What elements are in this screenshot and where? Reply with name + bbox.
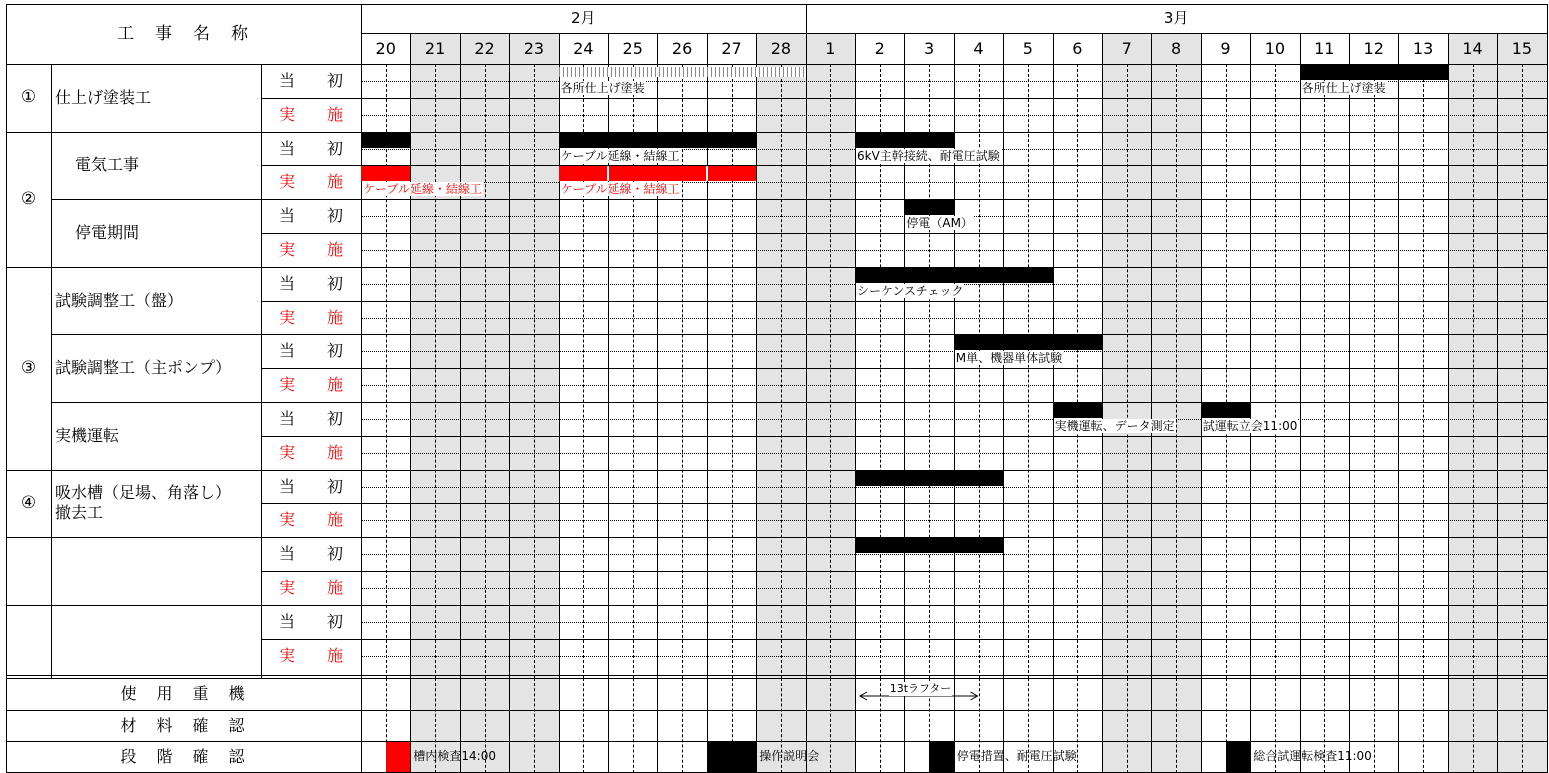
- day-label: 1: [825, 39, 836, 58]
- half-day-line: [534, 678, 535, 773]
- gantt-bar-black: [855, 268, 1053, 283]
- group-divider: [6, 537, 51, 538]
- half-day-line: [1473, 64, 1474, 678]
- bar-day-separator: [607, 166, 609, 181]
- group-number: ③: [20, 357, 37, 378]
- actual-row-label: 実 施: [278, 172, 343, 192]
- day-column-line: [509, 64, 510, 773]
- gantt-bar-black: [855, 471, 1003, 486]
- day-divider: [559, 33, 560, 64]
- bar-label: 6kV主幹接続、耐電圧試験: [857, 148, 1000, 163]
- day-divider: [1003, 33, 1004, 64]
- milestone-marker: [1226, 742, 1251, 772]
- day-column-line: [954, 64, 955, 773]
- task-divider: [51, 267, 1547, 268]
- gantt-bar-red: [361, 166, 410, 181]
- day-label: 13: [1412, 39, 1434, 58]
- day-divider: [1497, 33, 1498, 64]
- day-divider: [1102, 33, 1103, 64]
- gantt-bar-black: [1300, 65, 1448, 80]
- day-label: 21: [424, 39, 446, 58]
- milestone-label: 操作説明会: [759, 749, 820, 764]
- bar-label: シーケンスチェック: [857, 283, 964, 298]
- plan-row-label: 当 初: [278, 138, 343, 158]
- group-divider: [6, 132, 51, 133]
- group-divider: [6, 605, 51, 606]
- actual-row-label: 実 施: [278, 578, 343, 597]
- task-name: 試験調整工（主ポンプ）: [55, 358, 232, 378]
- half-day-line: [1522, 678, 1523, 773]
- half-day-line: [682, 678, 683, 773]
- table-title: 工 事 名 称: [117, 24, 250, 44]
- day-divider: [460, 33, 461, 64]
- day-label: 28: [770, 39, 792, 58]
- plan-row-label: 当 初: [278, 611, 343, 631]
- half-day-line: [1423, 678, 1424, 773]
- half-day-line: [435, 64, 436, 678]
- half-day-line: [830, 678, 831, 773]
- task-name: 吸水槽（足場、角落し）撤去工: [55, 483, 232, 523]
- day-divider: [608, 33, 609, 64]
- half-day-line: [830, 64, 831, 678]
- frame-top: [6, 4, 1547, 5]
- day-label: 8: [1170, 39, 1182, 58]
- day-divider: [509, 33, 510, 64]
- crane-label: 13tラフター: [889, 681, 952, 695]
- day-label: 11: [1314, 39, 1335, 58]
- actual-row-label: 実 施: [278, 104, 343, 124]
- half-day-line: [1176, 678, 1177, 773]
- frame-right: [1547, 4, 1548, 773]
- task-name: 電気工事: [75, 155, 140, 175]
- day-column-line: [1300, 64, 1301, 773]
- plan-row-label: 当 初: [278, 544, 343, 564]
- bar-label: ケーブル延線・結線工: [363, 182, 482, 197]
- day-label: 15: [1511, 39, 1533, 58]
- day-label: 6: [1072, 39, 1083, 58]
- day-divider: [1398, 33, 1399, 64]
- milestone-label: 停電措置、耐電圧試験: [956, 749, 1077, 764]
- bar-label: 各所仕上げ塗装: [1301, 81, 1386, 95]
- half-day-line: [1176, 64, 1177, 678]
- gantt-bar-black: [904, 200, 953, 215]
- group-divider: [6, 470, 51, 471]
- day-divider: [657, 33, 658, 64]
- half-day-line: [732, 64, 733, 678]
- gantt-bar-hatched: [559, 67, 806, 77]
- task-name: 実機運転: [55, 425, 120, 445]
- gantt-bar-black: [361, 133, 410, 148]
- task-divider: [51, 199, 1547, 200]
- day-label: 25: [622, 39, 643, 58]
- plan-row-label: 当 初: [278, 341, 343, 361]
- day-label: 4: [973, 39, 984, 58]
- half-day-line: [485, 64, 486, 678]
- day-divider: [1053, 33, 1054, 64]
- footer-row-label: 段 階 確 認: [120, 747, 247, 767]
- day-label: 2: [874, 39, 885, 58]
- half-day-line: [1374, 64, 1375, 678]
- half-day-line: [1473, 678, 1474, 773]
- group-divider: [6, 267, 51, 268]
- day-column-line: [904, 64, 905, 773]
- half-day-line: [1522, 64, 1523, 678]
- day-label: 10: [1264, 39, 1286, 58]
- day-label: 14: [1462, 39, 1483, 58]
- actual-row-label: 実 施: [278, 307, 343, 327]
- footer-double-line: [6, 675, 1547, 676]
- half-day-line: [1127, 64, 1128, 678]
- group-divider: [6, 64, 51, 65]
- milestone-label: 槽内検査14:00: [413, 749, 496, 764]
- milestone-marker: [929, 742, 954, 772]
- day-column-line: [1398, 64, 1399, 773]
- day-divider: [707, 33, 708, 64]
- plan-row-label: 当 初: [278, 476, 343, 496]
- day-label: 5: [1022, 39, 1033, 58]
- day-column-line: [756, 64, 757, 773]
- plan-row-label: 当 初: [278, 409, 343, 428]
- actual-row-label: 実 施: [278, 442, 343, 462]
- label-divider: [361, 4, 362, 773]
- task-divider: [51, 537, 1547, 538]
- day-label: 9: [1220, 39, 1231, 58]
- frame-left: [6, 4, 7, 773]
- day-column-line: [1003, 64, 1004, 773]
- group-number: ④: [20, 492, 37, 513]
- day-label: 23: [523, 39, 545, 58]
- gantt-bar-red: [657, 166, 756, 181]
- half-day-line: [781, 64, 782, 678]
- day-column-line: [855, 64, 856, 773]
- day-label: 24: [573, 39, 594, 58]
- day-label: 7: [1121, 39, 1132, 58]
- day-label: 3: [923, 39, 935, 58]
- actual-row-label: 実 施: [278, 240, 343, 259]
- task-name: 試験調整工（盤）: [55, 290, 184, 310]
- footer-row-label: 材 料 確 認: [120, 715, 247, 735]
- half-day-line: [583, 678, 584, 773]
- group-number: ①: [20, 87, 37, 107]
- day-label: 12: [1363, 39, 1384, 58]
- gantt-bar-black: [954, 335, 1102, 350]
- task-divider: [51, 605, 1547, 606]
- task-name: 停電期間: [75, 222, 140, 242]
- task-divider: [51, 402, 1547, 403]
- gantt-bar-black: [1201, 403, 1250, 418]
- plan-row-label: 当 初: [278, 206, 343, 226]
- half-day-line: [1226, 64, 1227, 678]
- day-divider: [1448, 33, 1449, 64]
- milestone-label: 総合試運転検査11:00: [1253, 749, 1372, 764]
- gantt-bar-black: [855, 538, 1003, 553]
- half-day-line: [1127, 678, 1128, 773]
- day-column-line: [1497, 64, 1498, 773]
- gantt-bar-black: [559, 133, 757, 148]
- milestone-marker: [707, 742, 756, 772]
- milestone-marker: [386, 742, 411, 772]
- bar-label: ケーブル延線・結線工: [560, 148, 680, 163]
- day-divider: [756, 33, 757, 64]
- gantt-bar-black: [1053, 403, 1102, 418]
- day-divider: [954, 33, 955, 64]
- bar-label: 各所仕上げ塗装: [560, 81, 645, 95]
- actual-row-label: 実 施: [278, 375, 343, 395]
- day-divider: [1300, 33, 1301, 64]
- group-number: [6, 537, 51, 605]
- day-divider: [1151, 33, 1152, 64]
- gantt-bar-black: [855, 133, 954, 148]
- month-divider: [806, 4, 807, 773]
- actual-row-label: 実 施: [278, 645, 343, 665]
- bar-label: 試運転立会11:00: [1202, 419, 1298, 433]
- actual-row-label: 実 施: [278, 510, 343, 530]
- day-label: 22: [474, 39, 495, 58]
- bar-day-separator: [706, 166, 708, 181]
- day-divider: [1250, 33, 1251, 64]
- day-column-line: [460, 64, 461, 773]
- day-divider: [1201, 33, 1202, 64]
- half-day-line: [633, 678, 634, 773]
- day-column-line: [1349, 64, 1350, 773]
- plan-row-label: 当 初: [278, 273, 343, 293]
- day-divider: [1349, 33, 1350, 64]
- task-name: [55, 605, 235, 673]
- half-day-line: [1275, 64, 1276, 678]
- half-day-line: [534, 64, 535, 678]
- task-name: [55, 537, 235, 605]
- task-divider: [51, 132, 1547, 133]
- day-divider: [410, 33, 411, 64]
- day-divider: [904, 33, 905, 64]
- month-label: 2月: [571, 9, 596, 27]
- group-number: [6, 605, 51, 673]
- half-day-line: [386, 64, 387, 678]
- task-name: 仕上げ塗装工: [55, 87, 152, 107]
- day-label: 20: [375, 39, 396, 58]
- half-day-line: [1374, 678, 1375, 773]
- task-divider: [51, 334, 1547, 335]
- row-type-divider: [261, 64, 262, 678]
- number-divider: [51, 64, 52, 678]
- task-divider: [51, 470, 1547, 471]
- day-column-line: [1448, 64, 1449, 773]
- day-divider: [855, 33, 856, 64]
- half-day-line: [1077, 64, 1078, 678]
- bar-label: ケーブル延線・結線工: [560, 182, 680, 197]
- bar-label: M単、機器単体試験: [955, 351, 1063, 366]
- month-bottom: [361, 33, 1547, 34]
- plan-row-label: 当 初: [278, 71, 343, 90]
- group-number: ②: [20, 188, 37, 209]
- bar-label: 停電（AM）: [906, 216, 973, 231]
- month-label: 3月: [1163, 9, 1189, 27]
- half-day-line: [1028, 64, 1029, 678]
- footer-row-label: 使 用 重 機: [120, 684, 247, 703]
- half-day-line: [682, 64, 683, 678]
- bar-label: 実機運転、データ測定: [1054, 419, 1175, 433]
- half-day-line: [1423, 64, 1424, 678]
- day-label: 27: [721, 39, 742, 58]
- day-column-line: [410, 64, 411, 773]
- day-label: 26: [671, 39, 693, 58]
- gantt-bar-red: [559, 166, 658, 181]
- half-day-line: [1324, 64, 1325, 678]
